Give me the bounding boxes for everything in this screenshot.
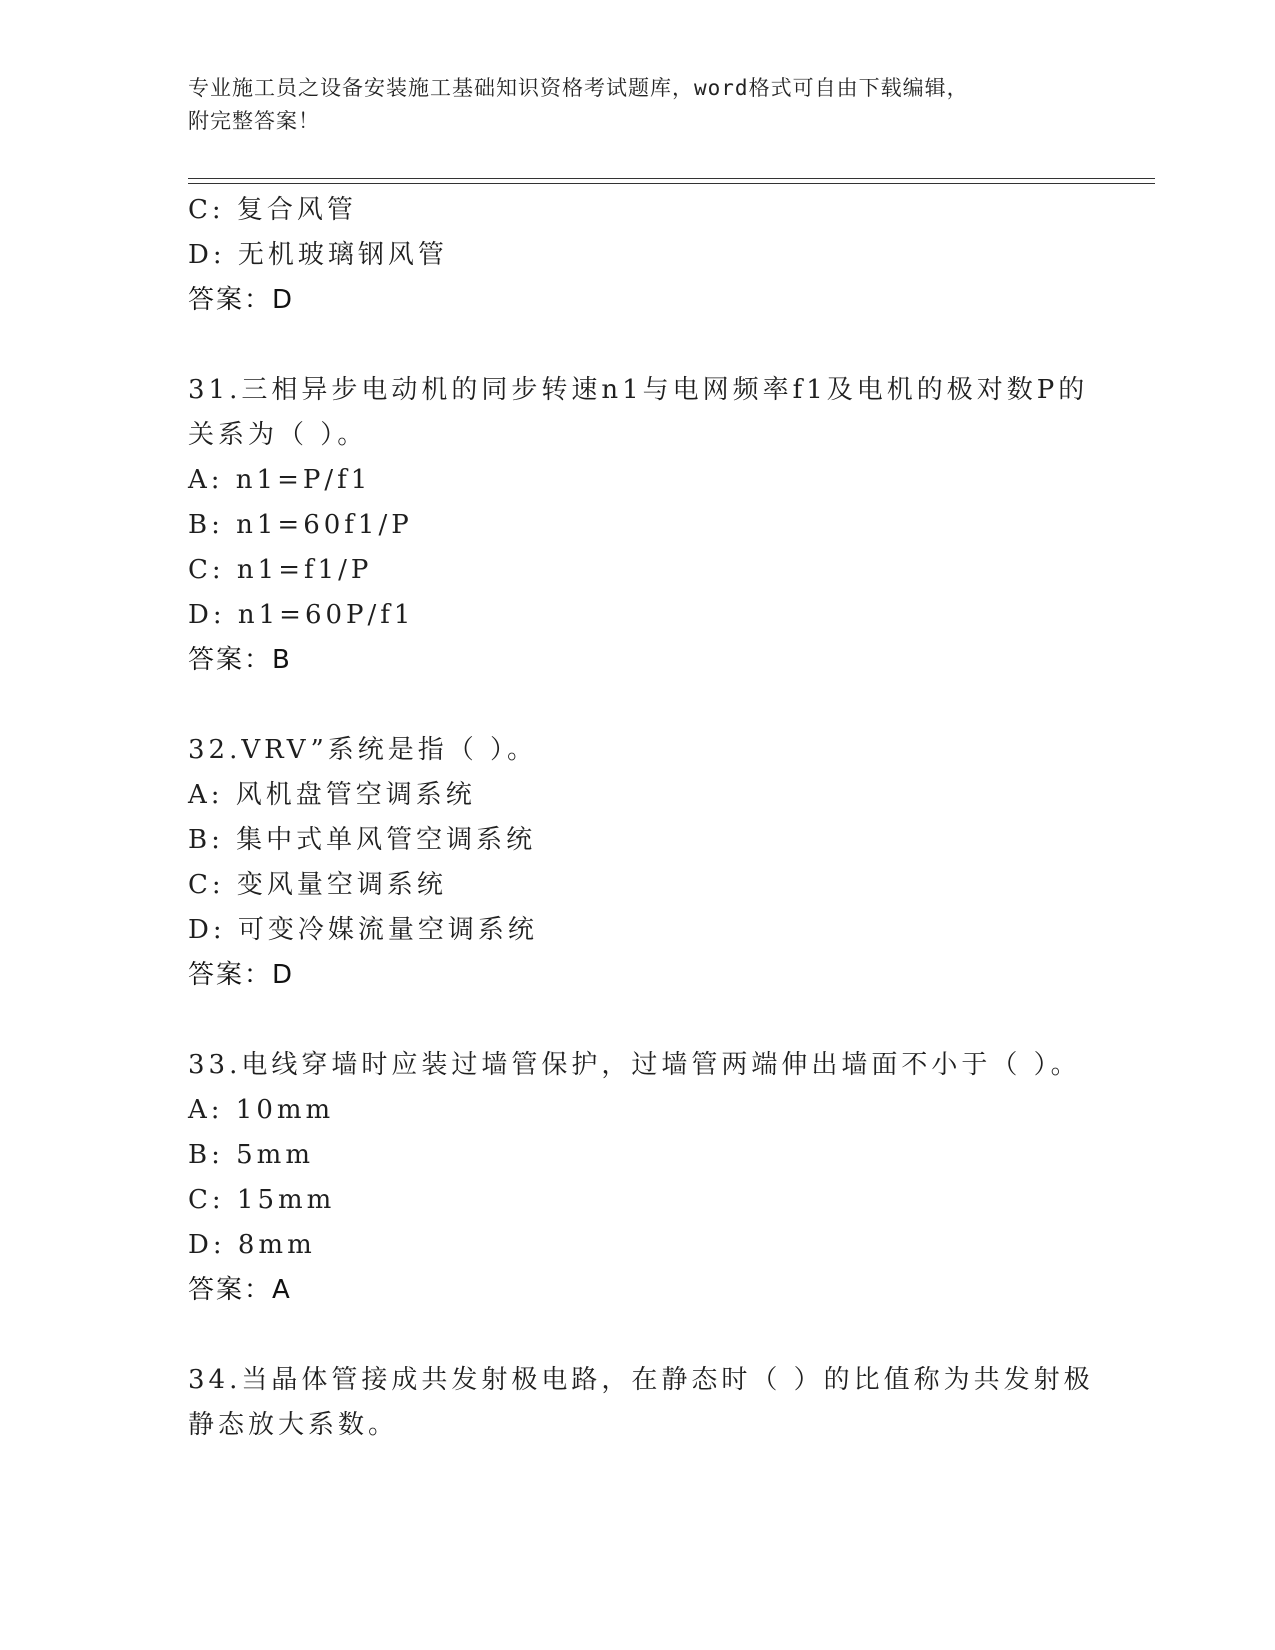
q31-stem-line-1: 31.三相异步电动机的同步转速n1与电网频率f1及电机的极对数P的: [188, 375, 1089, 405]
q31-answer: 答案：B: [188, 645, 292, 675]
q33-option-b: B: 5mm: [188, 1140, 314, 1170]
prev-answer: 答案：D: [188, 285, 295, 315]
header-divider-bottom: [188, 183, 1155, 184]
q32-option-c: C: 变风量空调系统: [188, 870, 447, 900]
q32-option-d: D: 可变冷媒流量空调系统: [188, 915, 538, 945]
header-line-2: 附完整答案！: [188, 109, 320, 133]
header-divider-top: [188, 178, 1155, 179]
q34-stem-line-1: 34.当晶体管接成共发射极电路，在静态时（ ）的比值称为共发射极: [188, 1365, 1094, 1395]
header-line-1: 专业施工员之设备安装施工基础知识资格考试题库，word格式可自由下载编辑，: [188, 76, 969, 100]
q31-option-d: D: n1=60P/f1: [188, 600, 415, 630]
q33-stem-line-1: 33.电线穿墙时应装过墙管保护，过墙管两端伸出墙面不小于（ ）。: [188, 1050, 1081, 1080]
q32-answer: 答案：D: [188, 960, 295, 990]
q31-option-a: A: n1=P/f1: [188, 465, 372, 495]
q33-option-d: D: 8mm: [188, 1230, 316, 1260]
q33-option-a: A: 10mm: [188, 1095, 335, 1125]
q32-option-b: B: 集中式单风管空调系统: [188, 825, 537, 855]
prev-option-d: D: 无机玻璃钢风管: [188, 240, 448, 270]
q31-stem-line-2: 关系为（ ）。: [188, 420, 368, 450]
q31-option-b: B: n1=60f1/P: [188, 510, 413, 540]
q32-stem-line-1: 32.VRV”系统是指（ ）。: [188, 735, 538, 765]
document-header: [188, 72, 1068, 138]
q31-option-c: C: n1=f1/P: [188, 555, 373, 585]
q34-stem-line-2: 静态放大系数。: [188, 1410, 399, 1440]
q33-answer: 答案：A: [188, 1275, 292, 1305]
q33-option-c: C: 15mm: [188, 1185, 336, 1215]
prev-option-c: C: 复合风管: [188, 195, 357, 225]
q32-option-a: A: 风机盘管空调系统: [188, 780, 476, 810]
